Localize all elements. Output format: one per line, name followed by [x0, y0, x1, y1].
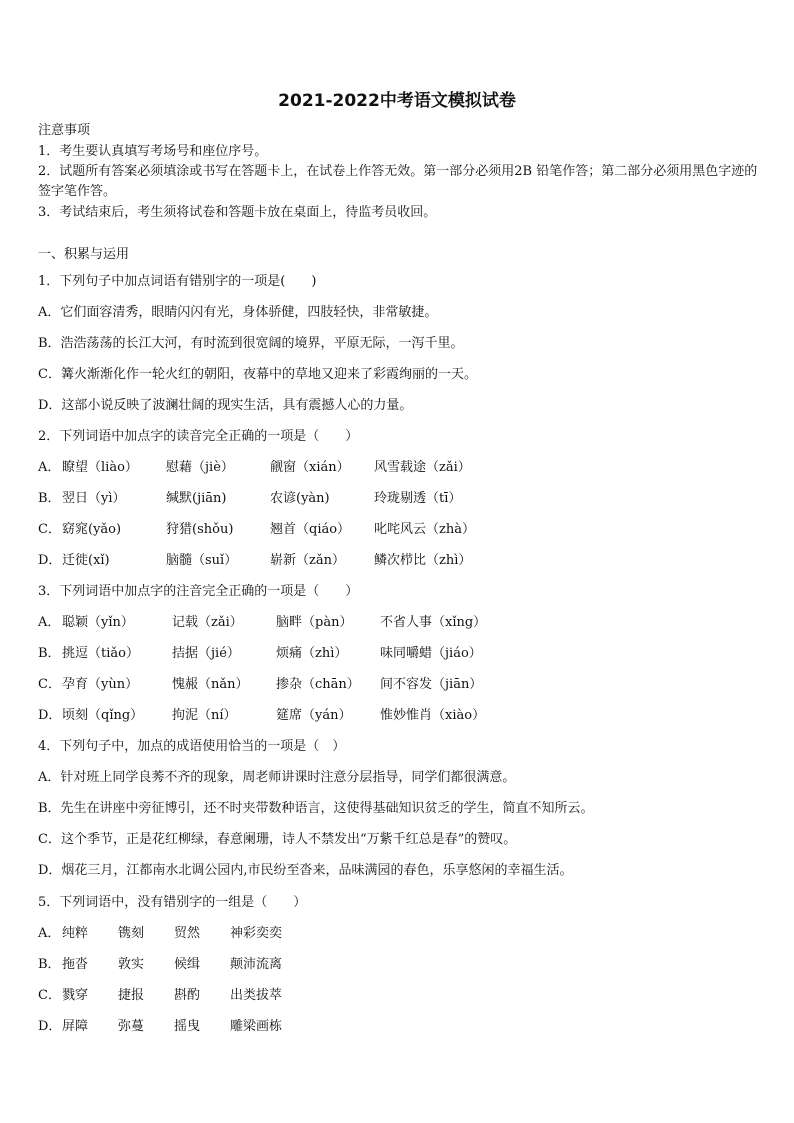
option-word: 挑逗（tiǎo）	[62, 646, 139, 661]
option-word: 神彩奕奕	[230, 926, 283, 941]
option-word: 顷刻（qǐng）	[62, 708, 144, 723]
question-5-option-c	[38, 986, 282, 1006]
option-word: 斟酌	[174, 988, 201, 1003]
option-word: 叱咤风云（zhà）	[374, 522, 475, 537]
question-3-option-c	[38, 675, 482, 695]
option-word: 出类拔萃	[230, 988, 283, 1003]
option-label: C．	[38, 522, 61, 537]
option-word: 记载（zǎi）	[172, 615, 243, 630]
option-word: 颠沛流离	[230, 957, 283, 972]
option-word: 慰藉（jiè）	[166, 460, 234, 475]
question-5-stem: 5．下列词语中，没有错别字的一组是（ ）	[38, 895, 307, 910]
option-label: A．	[38, 615, 61, 630]
option-label: C．	[38, 677, 61, 692]
option-word: 迁徙(xǐ)	[62, 553, 110, 568]
question-4-option-b: B．先生在讲座中旁征博引，还不时夹带数种语言，这使得基础知识贫乏的学生，简直不知所云。	[38, 801, 594, 816]
option-word: 弥蔓	[118, 1019, 145, 1034]
page-title: 2021-2022中考语文模拟试卷	[278, 91, 516, 111]
option-word: 拮据（jié）	[172, 646, 240, 661]
question-2-option-b	[38, 489, 461, 509]
question-4-stem: 4．下列句子中，加点的成语使用恰当的一项是（ ）	[38, 739, 346, 754]
option-word: 筵席（yán）	[276, 708, 352, 723]
option-word: 拘泥（ní）	[172, 708, 237, 723]
question-1-option-b: B．浩浩荡荡的长江大河，有时流到很宽阔的境界，平原无际，一泻千里。	[38, 336, 464, 351]
question-2-stem: 2．下列词语中加点字的读音完全正确的一项是（ ）	[38, 429, 359, 444]
question-1-stem: 1．下列句子中加点词语有错别字的一项是( )	[38, 274, 317, 289]
option-word: 缄默(jiān)	[166, 491, 227, 506]
option-label: B．	[38, 491, 61, 506]
question-5-option-d	[38, 1017, 282, 1037]
option-word: 鳞次栉比（zhì）	[374, 553, 472, 568]
option-word: 烦痛（zhì）	[276, 646, 348, 661]
question-5-option-b	[38, 955, 282, 975]
option-word: 脑畔（pàn）	[276, 615, 353, 630]
option-word: 雕梁画栋	[230, 1019, 283, 1034]
question-2-option-d	[38, 551, 471, 571]
question-4-option-d: D．烟花三月，江都南水北调公园内,市民纷至沓来，品味满园的春色，乐享悠闲的幸福生活。	[38, 863, 573, 878]
option-word: 觎窗（xián）	[270, 460, 350, 475]
question-3-option-b	[38, 644, 482, 664]
notice-item-2: 2．试题所有答案必须填涂或书写在答题卡上，在试卷上作答无效。第一部分必须用2B 铅笔作答；第二部分必须用黑色字迹的签字笔作答。	[38, 164, 758, 199]
question-3-option-a	[38, 613, 486, 633]
option-word: 屏障	[62, 1019, 89, 1034]
option-label: B．	[38, 646, 61, 661]
question-4-option-c: C．这个季节，正是花红柳绿，春意阑珊，诗人不禁发出“万紫千红总是春”的赞叹。	[38, 832, 517, 847]
option-word: 孕育（yùn）	[62, 677, 139, 692]
option-word: 瞭望（liào）	[62, 460, 138, 475]
option-word: 崭新（zǎn）	[270, 553, 345, 568]
question-5-option-a	[38, 924, 282, 944]
option-word: 纯粹	[62, 926, 89, 941]
option-word: 农谚(yàn)	[270, 491, 330, 506]
option-word: 脑髓（suǐ）	[166, 553, 238, 568]
option-word: 翌日（yì）	[62, 491, 126, 506]
question-1-option-c: C．篝火渐渐化作一轮火红的朝阳，夜幕中的草地又迎来了彩霞绚丽的一天。	[38, 367, 477, 382]
option-word: 贸然	[174, 926, 201, 941]
option-word: 味同嚼蜡（jiáo）	[380, 646, 482, 661]
question-4-option-a: A．针对班上同学良莠不齐的现象，周老师讲课时注意分层指导，同学们都很满意。	[38, 770, 516, 785]
option-label: C．	[38, 988, 61, 1003]
notice-item-1: 1．考生要认真填写考场号和座位序号。	[38, 144, 268, 159]
question-3-option-d	[38, 706, 485, 726]
option-word: 候缉	[174, 957, 201, 972]
option-word: 敦实	[118, 957, 145, 972]
question-1-option-a: A．它们面容清秀，眼睛闪闪有光，身体骄健，四肢轻快，非常敏捷。	[38, 305, 438, 320]
option-word: 戮穿	[62, 988, 89, 1003]
section-heading: 一、积累与运用	[38, 247, 130, 262]
notice-item-3: 3．考试结束后，考生须将试卷和答题卡放在桌面上，待监考员收回。	[38, 205, 437, 220]
option-word: 摇曳	[174, 1019, 201, 1034]
option-word: 愧赧（nǎn）	[172, 677, 249, 692]
option-word: 间不容发（jiān）	[380, 677, 483, 692]
option-word: 窈窕(yǎo)	[62, 522, 122, 537]
option-word: 惟妙惟肖（xiào）	[380, 708, 486, 723]
option-label: D．	[38, 708, 62, 723]
question-2-option-c	[38, 520, 475, 540]
option-word: 聪颖（yǐn）	[62, 615, 134, 630]
option-word: 翘首（qiáo）	[270, 522, 351, 537]
option-label: A．	[38, 926, 61, 941]
option-word: 不省人事（xǐng）	[380, 615, 487, 630]
option-word: 拖沓	[62, 957, 89, 972]
question-1-option-d: D．这部小说反映了波澜壮阔的现实生活，具有震撼人心的力量。	[38, 398, 413, 413]
option-label: A．	[38, 460, 61, 475]
option-label: B．	[38, 957, 61, 972]
notice-heading: 注意事项	[38, 123, 91, 138]
option-word: 玲珑剔透（tī）	[374, 491, 462, 506]
option-word: 捷报	[118, 988, 145, 1003]
option-word: 狩猎(shǒu)	[166, 522, 234, 537]
option-word: 风雪载途（zǎi）	[374, 460, 471, 475]
option-label: D．	[38, 553, 62, 568]
option-word: 掺杂（chān）	[276, 677, 360, 692]
question-3-stem: 3．下列词语中加点字的注音完全正确的一项是（ ）	[38, 584, 359, 599]
option-word: 镌刻	[118, 926, 145, 941]
question-2-option-a	[38, 458, 471, 478]
option-label: D．	[38, 1019, 62, 1034]
